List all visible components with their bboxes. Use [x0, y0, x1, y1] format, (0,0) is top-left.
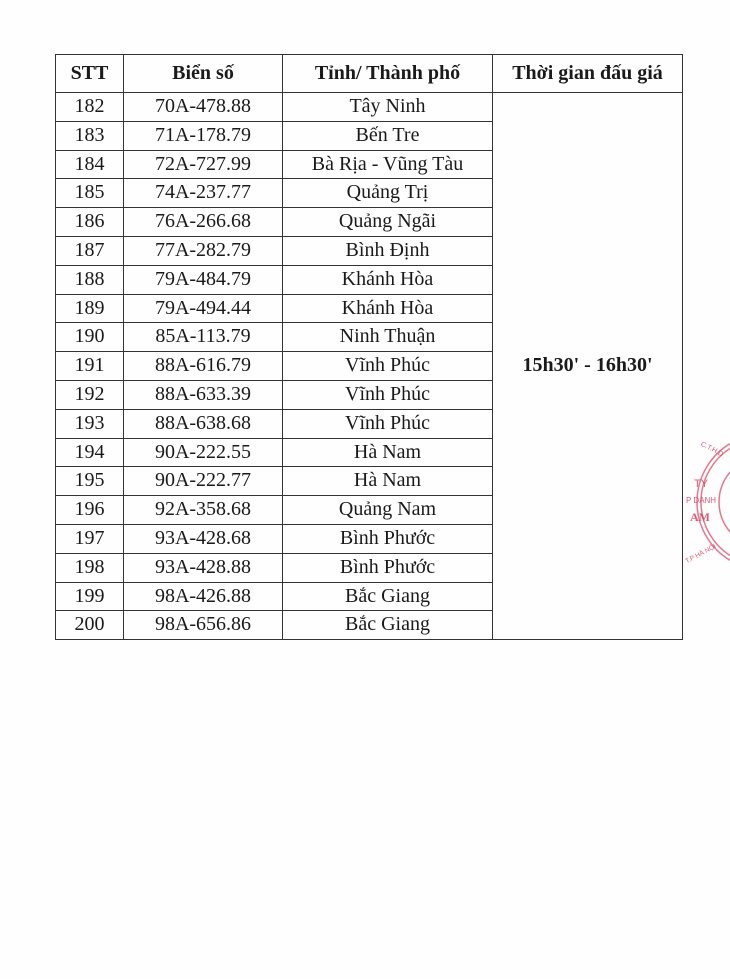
cell-province: Hà Nam [283, 438, 493, 467]
cell-plate: 92A-358.68 [124, 496, 283, 525]
cell-plate: 79A-494.44 [124, 294, 283, 323]
cell-stt: 196 [56, 496, 124, 525]
cell-stt: 193 [56, 409, 124, 438]
svg-text:AM: AM [690, 510, 710, 524]
cell-plate: 93A-428.88 [124, 553, 283, 582]
cell-plate: 85A-113.79 [124, 323, 283, 352]
cell-plate: 90A-222.55 [124, 438, 283, 467]
svg-text:P DANH: P DANH [686, 496, 717, 505]
cell-province: Hà Nam [283, 467, 493, 496]
cell-plate: 79A-484.79 [124, 265, 283, 294]
cell-stt: 194 [56, 438, 124, 467]
cell-plate: 70A-478.88 [124, 93, 283, 122]
cell-stt: 185 [56, 179, 124, 208]
header-stt: STT [56, 55, 124, 93]
cell-province: Tây Ninh [283, 93, 493, 122]
cell-plate: 98A-426.88 [124, 582, 283, 611]
cell-stt: 192 [56, 380, 124, 409]
cell-plate: 71A-178.79 [124, 121, 283, 150]
cell-stt: 197 [56, 524, 124, 553]
cell-plate: 93A-428.68 [124, 524, 283, 553]
cell-stt: 183 [56, 121, 124, 150]
svg-text:T.P HÀ NỘI: T.P HÀ NỘI [684, 543, 718, 566]
cell-stt: 186 [56, 208, 124, 237]
cell-plate: 72A-727.99 [124, 150, 283, 179]
cell-province: Bà Rịa - Vũng Tàu [283, 150, 493, 179]
svg-text:TY: TY [694, 478, 709, 490]
cell-stt: 184 [56, 150, 124, 179]
cell-province: Vĩnh Phúc [283, 352, 493, 381]
header-province: Tỉnh/ Thành phố [283, 55, 493, 93]
cell-province: Quảng Trị [283, 179, 493, 208]
cell-province: Bình Định [283, 236, 493, 265]
cell-province: Vĩnh Phúc [283, 409, 493, 438]
cell-stt: 189 [56, 294, 124, 323]
header-plate: Biển số [124, 55, 283, 93]
cell-plate: 98A-656.86 [124, 611, 283, 640]
cell-stt: 190 [56, 323, 124, 352]
cell-province: Quảng Nam [283, 496, 493, 525]
cell-province: Khánh Hòa [283, 294, 493, 323]
cell-province: Quảng Ngãi [283, 208, 493, 237]
company-seal [680, 430, 730, 570]
cell-province: Khánh Hòa [283, 265, 493, 294]
cell-stt: 187 [56, 236, 124, 265]
cell-stt: 198 [56, 553, 124, 582]
cell-stt: 199 [56, 582, 124, 611]
cell-plate: 88A-616.79 [124, 352, 283, 381]
table-header-row [56, 55, 683, 93]
cell-province: Bình Phước [283, 524, 493, 553]
cell-stt: 191 [56, 352, 124, 381]
cell-plate: 76A-266.68 [124, 208, 283, 237]
cell-stt: 182 [56, 93, 124, 122]
cell-plate: 90A-222.77 [124, 467, 283, 496]
cell-province: Bến Tre [283, 121, 493, 150]
svg-text:C.T.H.D: C.T.H.D [699, 440, 725, 459]
cell-province: Vĩnh Phúc [283, 380, 493, 409]
cell-stt: 200 [56, 611, 124, 640]
cell-province: Bình Phước [283, 553, 493, 582]
cell-province: Bắc Giang [283, 611, 493, 640]
cell-stt: 188 [56, 265, 124, 294]
table-row [56, 93, 683, 122]
cell-province: Bắc Giang [283, 582, 493, 611]
cell-time-slot: 15h30' - 16h30' [493, 93, 683, 640]
cell-plate: 88A-633.39 [124, 380, 283, 409]
cell-plate: 77A-282.79 [124, 236, 283, 265]
cell-plate: 88A-638.68 [124, 409, 283, 438]
auction-table [55, 54, 683, 640]
cell-stt: 195 [56, 467, 124, 496]
cell-province: Ninh Thuận [283, 323, 493, 352]
header-time: Thời gian đấu giá [493, 55, 683, 93]
cell-plate: 74A-237.77 [124, 179, 283, 208]
